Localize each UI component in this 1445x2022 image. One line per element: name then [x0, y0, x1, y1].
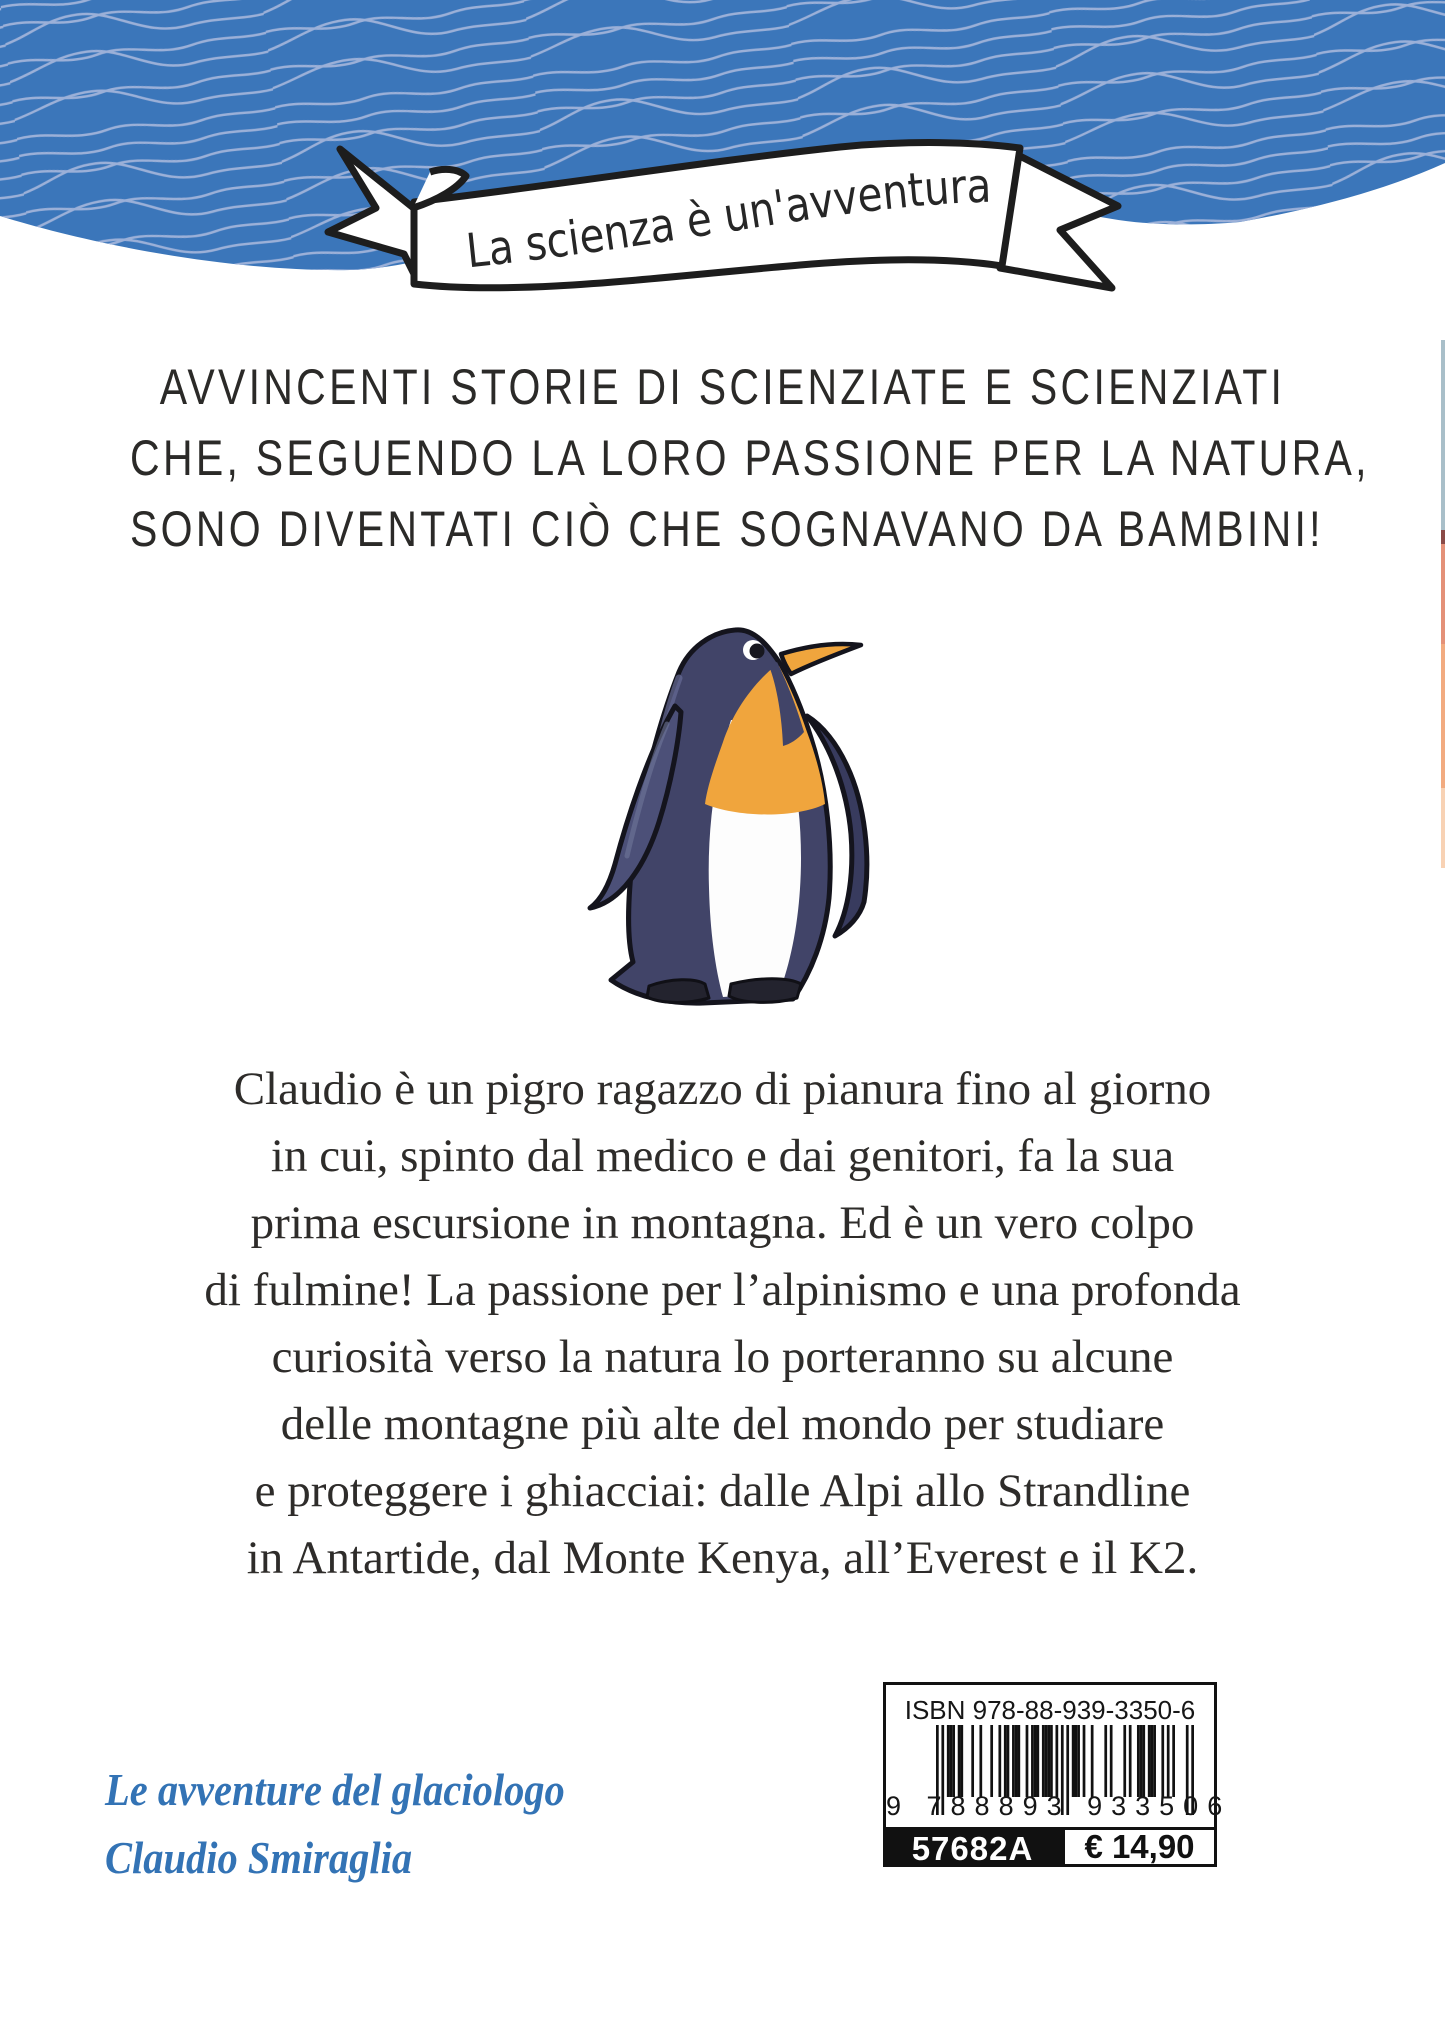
blurb-line: prima escursione in montagna. Ed è un vero colpo	[250, 1197, 1195, 1249]
penguin-beak	[781, 644, 861, 674]
page-edge-print-artifact	[1441, 530, 1445, 544]
banner-text: La scienza è un'avventura	[463, 158, 997, 280]
blurb-line: curiosità verso la natura lo porteranno su alcune	[271, 1331, 1174, 1383]
page-edge-print-artifact	[1441, 788, 1445, 868]
tagline	[0, 352, 1445, 565]
page-edge-print-artifact	[1441, 644, 1445, 788]
penguin-eye-pupil	[750, 644, 765, 659]
ribbon-banner	[0, 0, 1445, 400]
tagline-line: SONO DIVENTATI CIÒ CHE SOGNAVANO DA BAMBINI!	[130, 501, 1324, 557]
blurb-line: e proteggere i ghiacciai: dalle Alpi allo Strandline	[254, 1465, 1191, 1517]
tagline-line: CHE, SEGUENDO LA LORO PASSIONE PER LA NATURA,	[130, 430, 1370, 486]
series-note	[105, 1756, 628, 1892]
blurb-line: delle montagne più alte del mondo per studiare	[280, 1398, 1165, 1450]
blurb-line: di fulmine! La passione per l’alpinismo e una profonda	[204, 1264, 1241, 1316]
page-edge-print-artifact	[1441, 340, 1445, 530]
page-edge-print-artifact	[1441, 544, 1445, 644]
isbn-box	[883, 1682, 1232, 1867]
blurb-paragraph	[0, 1056, 1445, 1592]
blurb-line: in cui, spinto dal medico e dai genitori, fa la sua	[270, 1130, 1175, 1182]
blurb-line: in Antartide, dal Monte Kenya, all’Everest e il K2.	[246, 1532, 1199, 1584]
tagline-line: AVVINCENTI STORIE DI SCIENZIATE E SCIENZIATI	[159, 359, 1286, 415]
series-note-line: Le avventure del glaciologo	[105, 1764, 565, 1815]
isbn-label: ISBN 978-88-939-3350-6	[904, 1695, 1196, 1725]
king-penguin-illustration	[583, 620, 875, 1008]
series-note-line: Claudio Smiraglia	[105, 1832, 413, 1883]
isbn-bottom-row	[883, 1827, 1217, 1867]
price: € 14,90	[1062, 1830, 1217, 1867]
ribbon-tail-left	[328, 149, 418, 282]
barcode-digits: 9 788893 933506	[886, 1791, 1232, 1821]
edition-code: 57682A	[883, 1830, 1062, 1867]
blurb-line: Claudio è un pigro ragazzo di pianura fino al giorno	[233, 1063, 1212, 1115]
